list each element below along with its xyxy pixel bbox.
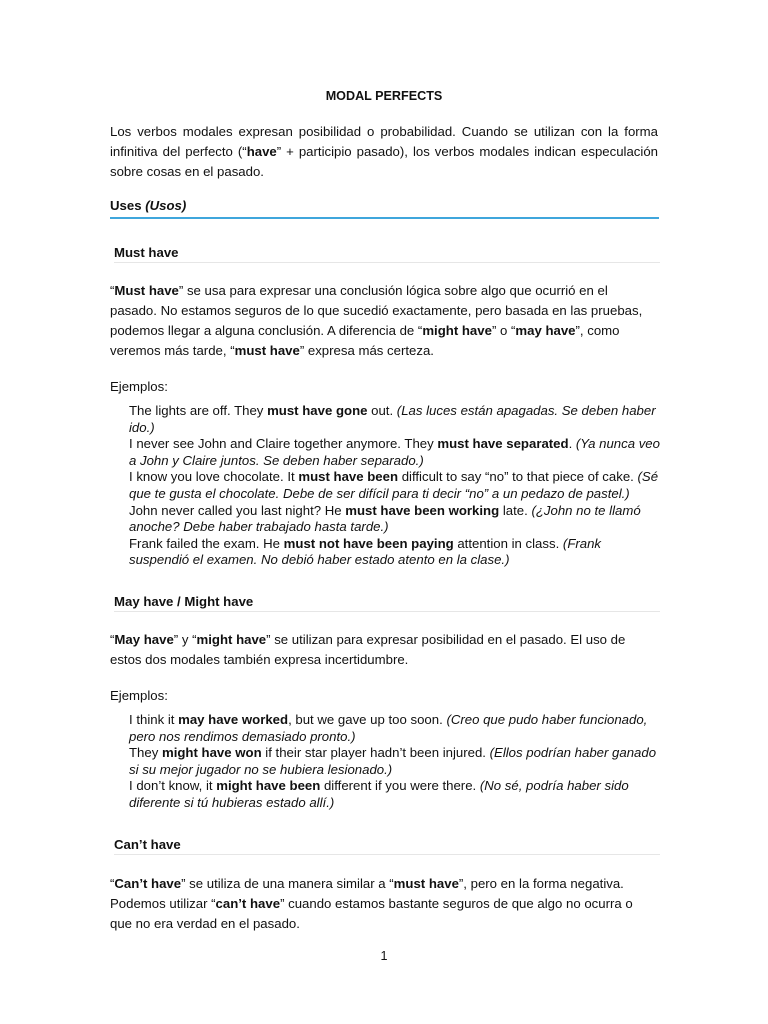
example-item: I never see John and Claire together anymore. They must have separated. (Ya nunca veo a John y Claire juntos. Se deben haber separado.) [129, 436, 660, 468]
section-heading-may-might-have: May have / Might have [114, 594, 254, 609]
example-item: I know you love chocolate. It must have been difficult to say “no” to that piece of cake. (Sé que te gusta el chocolate. Debe de ser difícil para ti decir “no” a un pedazo de pastel.) [129, 469, 659, 501]
examples-label: Ejemplos: [110, 688, 168, 703]
example-item: The lights are off. They must have gone out. (Las luces están apagadas. Se deben haber ido.) [129, 403, 656, 435]
section-heading-cant-have: Can’t have [114, 837, 181, 852]
page-number: 1 [380, 949, 388, 963]
cant-have-paragraph: “Can’t have” se utiliza de una manera similar a “must have”, pero en la forma negativa. Podemos utilizar “can’t have” cuando estamos bastante seguros de que algo no ocurra o que no era verdad en el pasado. [110, 876, 633, 931]
may-might-have-paragraph: “May have” y “might have” se utilizan para expresar posibilidad en el pasado. El uso de estos dos modales también expresa incertidumbre. [110, 632, 626, 667]
example-item: John never called you last night? He must have been working late. (¿John no te llamó anoche? Debe haber trabajado hasta tarde.) [129, 502, 641, 535]
uses-heading-rule [110, 217, 659, 219]
example-item: They might have won if their star player hadn’t been injured. (Ellos podrían haber ganado si su mejor jugador no se hubiera lesionado.) [129, 745, 657, 777]
must-have-paragraph: “Must have” se usa para expresar una conclusión lógica sobre algo que ocurrió en el pasado. No estamos seguros de lo que sucedió exactamente, pero basada en las pruebas, podemos llegar a alguna conclusión. A diferencia de “might have” o “may have”, como veremos más tarde, “must have” expresa más certeza. [110, 283, 643, 358]
intro-paragraph: Los verbos modales expresan posibilidad o probabilidad. Cuando se utilizan con la forma infinitiva del perfecto (“have” + participio pasado), los verbos modales indican especulación sobre cosas en el pasado. [110, 124, 659, 179]
section-heading-must-have: Must have [114, 245, 179, 260]
uses-heading-italic: (Usos) [145, 198, 187, 213]
section-rule [114, 854, 660, 855]
uses-heading [110, 196, 658, 216]
must-have-examples [129, 403, 660, 569]
section-rule [114, 611, 660, 612]
section-rule [114, 262, 660, 263]
may-might-have-examples [129, 712, 660, 812]
uses-heading-main: Uses [110, 198, 142, 213]
examples-label: Ejemplos: [110, 379, 168, 394]
example-item: Frank failed the exam. He must not have been paying attention in class. (Frank suspendió el examen. No debió haber estado atento en la clase.) [129, 535, 602, 568]
example-item: I don’t know, it might have been different if you were there. (No sé, podría haber sido diferente si tú hubieras estado allí.) [129, 778, 629, 810]
page-title: MODAL PERFECTS [325, 89, 443, 103]
example-item: I think it may have worked, but we gave up too soon. (Creo que pudo haber funcionado, pero nos rendimos demasiado pronto.) [129, 712, 648, 744]
